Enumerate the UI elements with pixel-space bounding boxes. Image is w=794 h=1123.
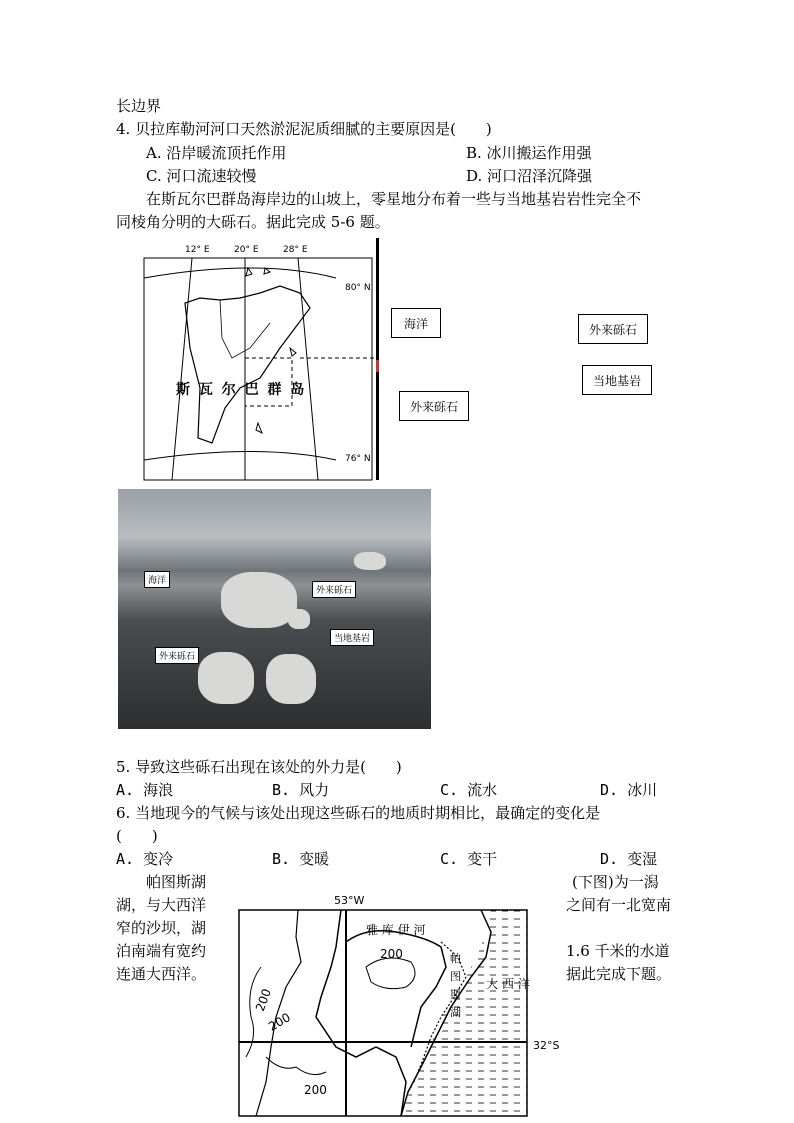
lagoon-intro-l4b: 1.6 千米的水道 [566, 942, 670, 960]
boulder-photo [118, 489, 431, 729]
map1-lon-20e: 20° E [234, 245, 259, 255]
box-boulder-left: 外来砾石 [399, 391, 469, 421]
q6-option-a: A. 变冷 [116, 850, 174, 868]
q4-option-b: B. 冰川搬运作用强 [466, 144, 592, 162]
q6-stem: 6. 当地现今的气候与该处出现这些砾石的地质时期相比，最确定的变化是 [116, 804, 601, 822]
map2-ocean-label: 大 西 洋 [486, 977, 530, 991]
map2-river-label: 雅 库 伊 河 [366, 923, 426, 937]
q5-option-b: B. 风力 [272, 781, 330, 799]
lagoon-intro-l3a: 窄的沙坝，湖 [116, 919, 207, 937]
q4-option-d: D. 河口沼泽沉降强 [466, 167, 593, 185]
photo-label-boulder-top: 外来砾石 [312, 581, 356, 598]
q6-paren: ( ) [116, 827, 158, 845]
map2-contour-4: 200 [304, 1083, 327, 1097]
boulder-bottom-left [198, 652, 254, 704]
box-bedrock: 当地基岩 [582, 365, 652, 395]
q4-option-a: A. 沿岸暖流顶托作用 [146, 144, 287, 162]
photo-label-boulder-left: 外来砾石 [155, 647, 199, 664]
map2-lat-32s: 32°S [533, 1039, 560, 1052]
top-text: 长边界 [116, 97, 162, 115]
lagoon-intro-l1a: 帕图斯湖 [146, 873, 207, 891]
boulder-small-mid [288, 609, 310, 629]
boulder-large [221, 572, 297, 628]
lagoon-intro-l2b: 之间有一北宽南 [566, 896, 672, 914]
map1-region-label: 斯 瓦 尔 巴 群 岛 [176, 382, 307, 398]
map2-contour-1: 200 [380, 947, 403, 961]
svalbard-map [140, 238, 385, 483]
q5-option-a: A. 海浪 [116, 781, 174, 799]
map1-lon-28e: 28° E [283, 245, 308, 255]
q5-option-c: C. 流水 [440, 781, 498, 799]
q4-option-c: C. 河口流速较慢 [146, 167, 257, 185]
boulder-bottom-right [266, 654, 316, 704]
photo-label-bedrock: 当地基岩 [330, 629, 374, 646]
map1-lat-76n: 76° N [345, 454, 371, 464]
lagoon-intro-l5b: 据此完成下题。 [566, 965, 672, 983]
map1-lon-12e: 12° E [185, 245, 210, 255]
map1-lat-80n: 80° N [345, 283, 371, 293]
boulder-small-top [354, 552, 386, 570]
box-ocean: 海洋 [391, 308, 441, 338]
lagoon-intro-l2a: 湖，与大西洋 [116, 896, 207, 914]
intro56-line1: 在斯瓦尔巴群岛海岸边的山坡上，零星地分布着一些与当地基岩岩性完全不 [146, 190, 642, 208]
lagoon-intro-l5a: 连通大西洋。 [116, 965, 207, 983]
map2-contour-3: 200 [266, 1010, 293, 1034]
q5-stem: 5. 导致这些砾石出现在该处的外力是( ) [116, 758, 402, 776]
map2-contour-2: 200 [252, 986, 274, 1014]
q6-option-c: C. 变干 [440, 850, 498, 868]
map2-lake-label: 帕 图 斯 湖 [450, 952, 461, 1019]
lagoon-intro-l1b: (下图)为一潟 [572, 873, 659, 891]
q6-option-b: B. 变暖 [272, 850, 330, 868]
map2-lon-53w: 53°W [334, 894, 365, 907]
q6-option-d: D. 变湿 [600, 850, 658, 868]
q5-option-d: D. 冰川 [600, 781, 658, 799]
box-boulder-right: 外来砾石 [578, 314, 648, 344]
photo-label-ocean: 海洋 [144, 571, 170, 588]
q4-stem: 4. 贝拉库勒河河口天然淤泥泥质细腻的主要原因是( ) [116, 120, 492, 138]
lagoon-intro-l4a: 泊南端有宽约 [116, 942, 207, 960]
intro56-line2: 同棱角分明的大砾石。据此完成 5-6 题。 [116, 213, 390, 231]
